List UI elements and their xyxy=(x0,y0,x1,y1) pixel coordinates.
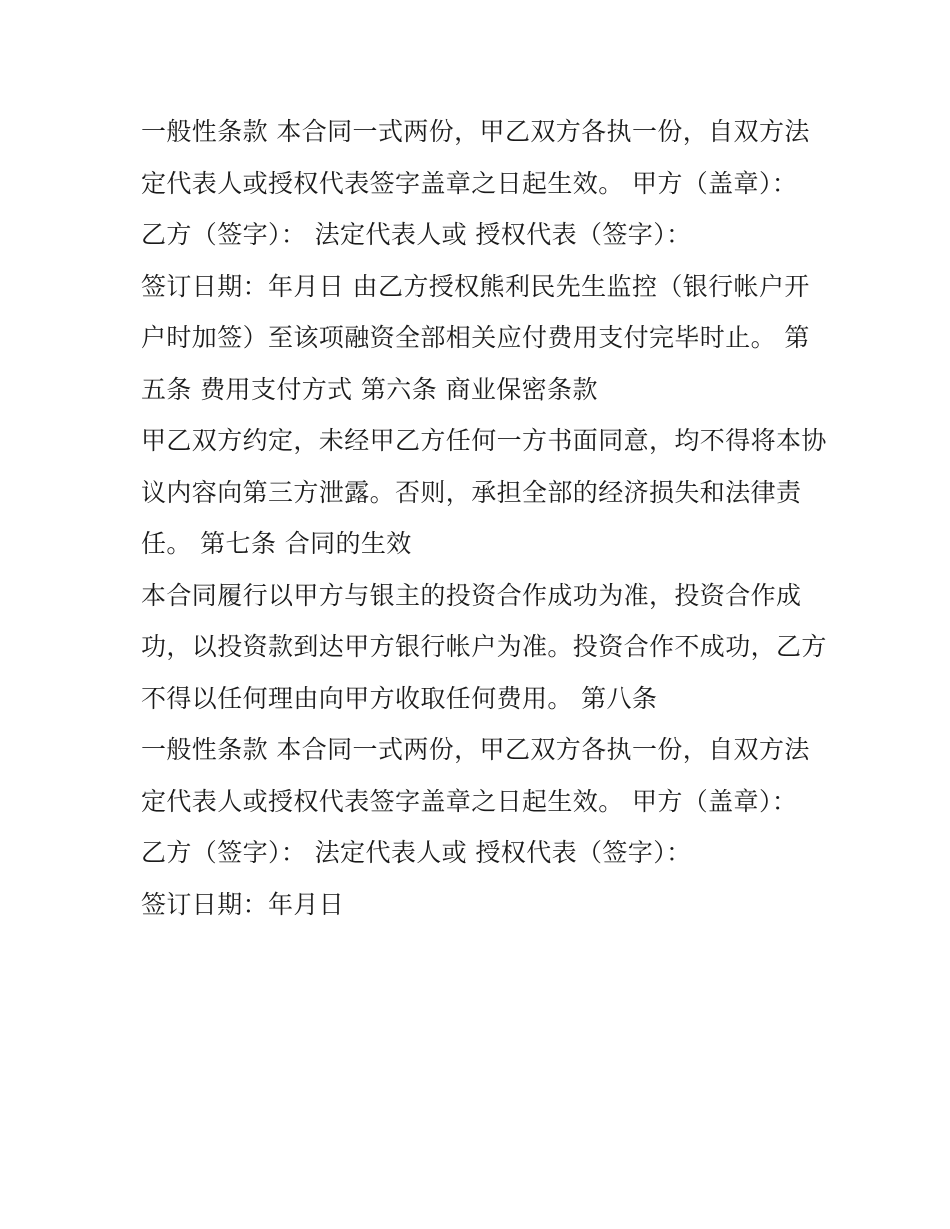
text-line: 乙方（签字）： 法定代表人或 授权代表（签字）： xyxy=(141,838,692,867)
text-line: 一般性条款 本合同一式两份，甲乙双方各执一份，自双方法 xyxy=(141,117,810,146)
contract-text xyxy=(141,106,827,930)
text-line: 定代表人或授权代表签字盖章之日起生效。 甲方（盖章）： xyxy=(141,786,798,816)
text-line: 议内容向第三方泄露。否则，承担全部的经济损失和法律责 xyxy=(141,477,802,507)
text-line: 甲乙双方约定，未经甲乙方任何一方书面同意，均不得将本协 xyxy=(141,426,827,455)
text-line: 定代表人或授权代表签字盖章之日起生效。 甲方（盖章）： xyxy=(141,168,798,198)
text-line: 功，以投资款到达甲方银行帐户为准。投资合作不成功，乙方 xyxy=(141,632,827,661)
text-line: 任。 第七条 合同的生效 xyxy=(141,529,412,558)
text-line: 签订日期：年月日 由乙方授权熊利民先生监控（银行帐户开 xyxy=(141,271,810,301)
text-line: 一般性条款 本合同一式两份，甲乙双方各执一份，自双方法 xyxy=(141,735,810,764)
text-line: 五条 费用支付方式 第六条 商业保密条款 xyxy=(141,374,598,404)
text-line: 不得以任何理由向甲方收取任何费用。 第八条 xyxy=(141,683,658,713)
text-line: 户时加签）至该项融资全部相关应付费用支付完毕时止。 第 xyxy=(141,323,810,352)
text-line: 本合同履行以甲方与银主的投资合作成功为准，投资合作成 xyxy=(141,580,802,610)
text-line: 签订日期：年月日 xyxy=(141,889,345,919)
text-line: 乙方（签字）： 法定代表人或 授权代表（签字）： xyxy=(141,220,692,249)
